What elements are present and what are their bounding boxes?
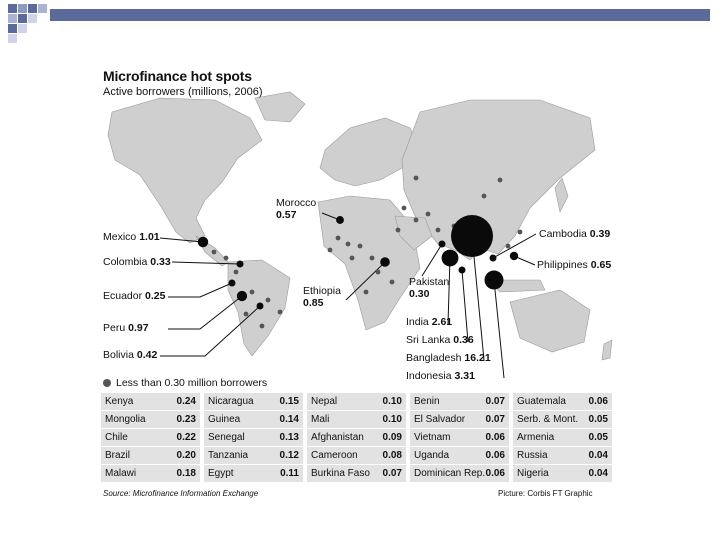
table-row bbox=[513, 411, 612, 429]
callout-line-peru bbox=[168, 296, 242, 329]
table-country: Cameroon bbox=[311, 450, 358, 461]
label-morocco-value: 0.57 bbox=[276, 209, 297, 221]
table-row bbox=[204, 411, 303, 429]
small-country-dot bbox=[506, 244, 511, 249]
label-colombia-value: 0.33 bbox=[150, 256, 171, 268]
table-value: 0.12 bbox=[279, 450, 299, 461]
label-india bbox=[406, 316, 452, 328]
table-country: Nepal bbox=[311, 396, 338, 407]
small-country-dot bbox=[402, 206, 407, 211]
label-ecuador bbox=[103, 290, 165, 302]
bubble-bolivia bbox=[257, 303, 264, 310]
small-country-dot bbox=[364, 290, 369, 295]
table-row bbox=[101, 465, 200, 482]
table-row bbox=[410, 447, 509, 465]
table-country: Dominican Rep. bbox=[414, 468, 486, 479]
table-value: 0.20 bbox=[176, 450, 196, 461]
label-mexico bbox=[103, 231, 160, 243]
table-row bbox=[410, 429, 509, 447]
table-country: Russia bbox=[517, 450, 548, 461]
table-country: Tanzania bbox=[208, 450, 249, 461]
table-row bbox=[204, 393, 303, 411]
map-title: Microfinance hot spots bbox=[103, 68, 252, 84]
table-value: 0.13 bbox=[279, 432, 299, 443]
small-country-dot bbox=[414, 218, 419, 223]
table-value: 0.14 bbox=[279, 414, 299, 425]
bubble-colombia bbox=[237, 261, 244, 268]
label-cambodia-value: 0.39 bbox=[589, 228, 611, 240]
legend-text: Less than 0.30 million borrowers bbox=[116, 377, 268, 389]
small-country-dot bbox=[426, 212, 431, 217]
bubble-philippines bbox=[510, 252, 518, 260]
label-indonesia bbox=[406, 370, 475, 382]
label-pakistan-name: Pakistan bbox=[409, 276, 450, 288]
landmass-north-america bbox=[108, 98, 262, 243]
callout-line-ecuador bbox=[168, 283, 232, 297]
label-bangladesh-name: Bangladesh bbox=[406, 352, 462, 364]
small-country-dot bbox=[436, 228, 441, 233]
bubble-peru bbox=[237, 291, 247, 301]
label-bolivia-value: 0.42 bbox=[136, 349, 158, 361]
bubble-india bbox=[442, 250, 459, 267]
table-country: Mali bbox=[311, 414, 330, 425]
bubble-ecuador bbox=[229, 280, 236, 287]
borrowers-table bbox=[101, 393, 612, 482]
landmass-australia bbox=[510, 290, 590, 352]
table-country: Armenia bbox=[517, 432, 555, 443]
table-row bbox=[204, 465, 303, 482]
small-country-dot bbox=[244, 312, 249, 317]
table-value: 0.06 bbox=[485, 450, 505, 461]
small-country-dot bbox=[498, 178, 503, 183]
label-morocco-name: Morocco bbox=[276, 197, 317, 209]
label-pakistan-value: 0.30 bbox=[409, 288, 430, 300]
bubble-pakistan bbox=[439, 241, 446, 248]
label-cambodia bbox=[539, 228, 610, 240]
label-india-name: India bbox=[406, 316, 429, 328]
table-country: Egypt bbox=[208, 468, 234, 479]
table-country: Senegal bbox=[208, 432, 245, 443]
bubble-mexico bbox=[198, 237, 208, 247]
label-peru-value: 0.97 bbox=[128, 322, 149, 334]
table-value: 0.06 bbox=[588, 396, 608, 407]
landmass-japan bbox=[555, 178, 568, 212]
table-country: Afghanistan bbox=[311, 432, 364, 443]
table-row bbox=[513, 447, 612, 465]
small-country-dot bbox=[396, 228, 401, 233]
table-value: 0.07 bbox=[382, 468, 402, 479]
table-country: Mongolia bbox=[105, 414, 146, 425]
table-country: Uganda bbox=[414, 450, 450, 461]
table-value: 0.10 bbox=[382, 414, 402, 425]
table-country: Chile bbox=[105, 432, 128, 443]
label-colombia-name: Colombia bbox=[103, 256, 148, 268]
small-country-dot bbox=[260, 324, 265, 329]
table-value: 0.11 bbox=[280, 468, 299, 479]
label-srilanka-name: Sri Lanka bbox=[406, 334, 451, 346]
bubble-ethiopia bbox=[380, 257, 390, 267]
label-india-value: 2.61 bbox=[431, 316, 453, 328]
label-mexico-value: 1.01 bbox=[139, 231, 160, 243]
bubble-morocco bbox=[336, 216, 344, 224]
small-country-dot bbox=[414, 176, 419, 181]
table-value: 0.05 bbox=[588, 432, 608, 443]
table-value: 0.06 bbox=[485, 468, 505, 479]
table-value: 0.23 bbox=[176, 414, 196, 425]
label-peru-name: Peru bbox=[103, 322, 126, 334]
small-country-dot bbox=[376, 270, 381, 275]
small-country-dot bbox=[234, 270, 239, 275]
callout-line-srilanka bbox=[462, 270, 468, 342]
table-column bbox=[307, 393, 406, 482]
table-country: Nicaragua bbox=[208, 396, 254, 407]
credit-note: Picture: Corbis FT Graphic bbox=[498, 489, 593, 498]
table-column bbox=[410, 393, 509, 482]
table-country: Benin bbox=[414, 396, 440, 407]
table-row bbox=[101, 447, 200, 465]
table-row bbox=[101, 411, 200, 429]
table-row bbox=[410, 393, 509, 411]
table-row bbox=[204, 447, 303, 465]
table-country: Kenya bbox=[105, 396, 134, 407]
table-row bbox=[513, 429, 612, 447]
small-country-dot bbox=[370, 256, 375, 261]
label-ethiopia-name: Ethiopia bbox=[303, 285, 341, 297]
table-country: Brazil bbox=[105, 450, 131, 461]
small-country-dot bbox=[518, 230, 523, 235]
table-row bbox=[513, 393, 612, 411]
table-country: Serb. & Mont. bbox=[517, 414, 579, 425]
label-indonesia-name: Indonesia bbox=[406, 370, 452, 382]
table-value: 0.24 bbox=[176, 396, 196, 407]
label-cambodia-name: Cambodia bbox=[539, 228, 587, 240]
table-column bbox=[101, 393, 200, 482]
table-row bbox=[410, 411, 509, 429]
table-value: 0.06 bbox=[485, 432, 505, 443]
label-philippines-name: Philippines bbox=[537, 259, 588, 271]
label-srilanka-value: 0.36 bbox=[453, 334, 474, 346]
table-column bbox=[204, 393, 303, 482]
table-country: Nigeria bbox=[517, 468, 549, 479]
label-bolivia bbox=[103, 349, 157, 361]
label-indonesia-value: 3.31 bbox=[454, 370, 475, 382]
small-country-dot bbox=[328, 248, 333, 253]
table-row bbox=[307, 447, 406, 465]
table-value: 0.22 bbox=[176, 432, 196, 443]
label-bangladesh bbox=[406, 352, 491, 364]
label-colombia bbox=[103, 256, 171, 268]
map-subtitle: Active borrowers (millions, 2006) bbox=[103, 86, 263, 98]
table-value: 0.05 bbox=[588, 414, 608, 425]
label-philippines bbox=[537, 259, 611, 271]
label-peru bbox=[103, 322, 149, 334]
table-row bbox=[410, 465, 509, 482]
table-country: Vietnam bbox=[414, 432, 451, 443]
callout-line-indonesia bbox=[494, 280, 504, 378]
source-note: Source: Microfinance Information Exchange bbox=[103, 489, 259, 498]
small-country-dot bbox=[250, 290, 255, 295]
landmass-africa bbox=[318, 196, 420, 330]
label-ethiopia-value: 0.85 bbox=[303, 297, 324, 309]
legend bbox=[103, 377, 267, 389]
table-country: Burkina Faso bbox=[311, 468, 370, 479]
table-row bbox=[307, 429, 406, 447]
table-value: 0.07 bbox=[485, 414, 505, 425]
table-row bbox=[307, 465, 406, 482]
table-row bbox=[307, 393, 406, 411]
table-row bbox=[101, 429, 200, 447]
small-country-dot bbox=[358, 244, 363, 249]
table-row bbox=[307, 411, 406, 429]
bubble-indonesia bbox=[485, 271, 504, 290]
table-value: 0.09 bbox=[382, 432, 402, 443]
table-country: Malawi bbox=[105, 468, 137, 479]
table-value: 0.08 bbox=[382, 450, 402, 461]
table-row bbox=[513, 465, 612, 482]
small-country-dot bbox=[224, 256, 229, 261]
label-morocco bbox=[276, 197, 316, 221]
legend-dot-icon bbox=[103, 379, 111, 387]
small-country-dot bbox=[390, 280, 395, 285]
table-country: El Salvador bbox=[414, 414, 466, 425]
table-row bbox=[204, 429, 303, 447]
table-row bbox=[101, 393, 200, 411]
small-country-dot bbox=[336, 236, 341, 241]
table-value: 0.10 bbox=[382, 396, 402, 407]
label-mexico-name: Mexico bbox=[103, 231, 137, 243]
landmass-new-zealand bbox=[602, 340, 612, 360]
small-country-dot bbox=[212, 250, 217, 255]
label-pakistan bbox=[409, 276, 449, 300]
label-philippines-value: 0.65 bbox=[590, 259, 612, 271]
label-ethiopia bbox=[303, 285, 341, 309]
callout-line-pakistan bbox=[422, 244, 442, 276]
small-country-dot bbox=[266, 298, 271, 303]
table-value: 0.15 bbox=[279, 396, 299, 407]
label-ecuador-name: Ecuador bbox=[103, 290, 143, 302]
small-country-dot bbox=[482, 194, 487, 199]
table-country: Guatemala bbox=[517, 396, 566, 407]
table-column bbox=[513, 393, 612, 482]
table-value: 0.07 bbox=[485, 396, 505, 407]
small-country-dot bbox=[350, 256, 355, 261]
label-bangladesh-value: 16.21 bbox=[464, 352, 491, 364]
label-ecuador-value: 0.25 bbox=[145, 290, 166, 302]
bubble-bangladesh bbox=[451, 215, 493, 257]
small-country-dot bbox=[278, 310, 283, 315]
label-bolivia-name: Bolivia bbox=[103, 349, 134, 361]
table-value: 0.04 bbox=[588, 450, 608, 461]
table-country: Guinea bbox=[208, 414, 241, 425]
label-srilanka bbox=[406, 334, 474, 346]
small-country-dot bbox=[346, 242, 351, 247]
bubble-srilanka bbox=[459, 267, 466, 274]
bubble-cambodia bbox=[490, 255, 497, 262]
table-value: 0.04 bbox=[588, 468, 608, 479]
table-value: 0.18 bbox=[176, 468, 196, 479]
